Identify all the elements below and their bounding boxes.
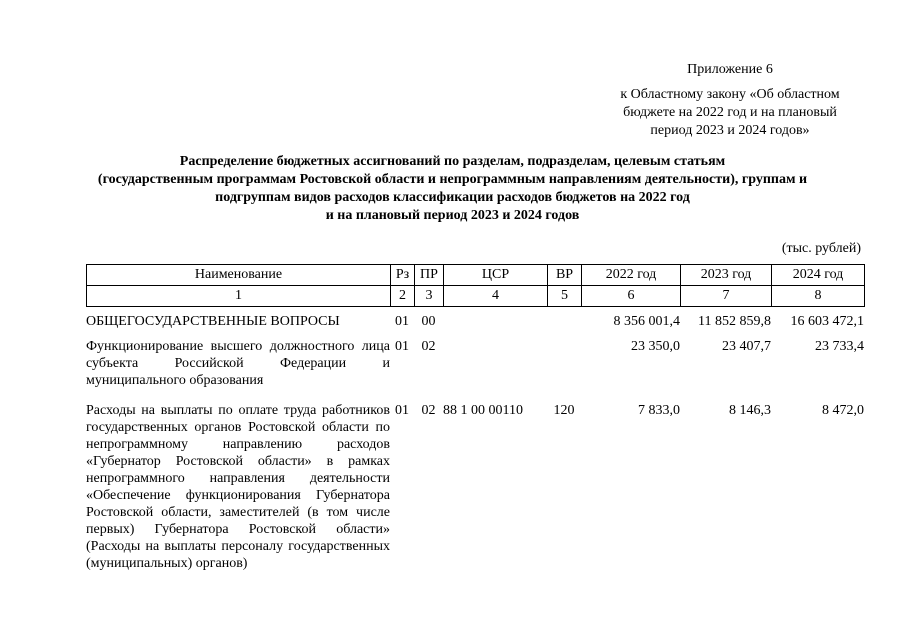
header-2023: 2023 год xyxy=(681,265,772,286)
header-2022: 2022 год xyxy=(582,265,681,286)
table-row xyxy=(86,330,864,389)
appendix-subtitle-line: бюджете на 2022 год и на плановый xyxy=(623,105,837,120)
budget-table xyxy=(86,312,864,572)
row-name: Функционирование высшего должностного лица субъекта Российской Федерации и муниципального образования xyxy=(86,339,390,388)
row-pr: 02 xyxy=(421,403,436,418)
row-pr: 00 xyxy=(421,314,436,329)
appendix-subtitle xyxy=(600,86,860,140)
row-2023: 11 852 859,8 xyxy=(698,314,771,329)
column-number: 3 xyxy=(415,286,444,307)
row-2023: 8 146,3 xyxy=(729,403,771,418)
header-row xyxy=(87,265,865,286)
table-header xyxy=(86,264,865,307)
header-2024: 2024 год xyxy=(772,265,865,286)
row-2022: 7 833,0 xyxy=(638,403,680,418)
row-rz: 01 xyxy=(395,339,409,354)
header-rz: Рз xyxy=(391,265,415,286)
column-number: 1 xyxy=(87,286,391,307)
table-row xyxy=(86,389,864,572)
heading-line: (государственным программам Ростовской области и непрограммным направлениям деятельности), группам и xyxy=(97,172,808,187)
row-vr: 120 xyxy=(553,403,575,418)
row-rz: 01 xyxy=(395,314,409,329)
column-number: 8 xyxy=(772,286,865,307)
row-csr: 88 1 00 00110 xyxy=(443,403,523,418)
row-csr xyxy=(443,312,547,330)
column-number: 7 xyxy=(681,286,772,307)
appendix-subtitle-line: к Областному закону «Об областном xyxy=(620,87,840,102)
column-number: 2 xyxy=(391,286,415,307)
row-2024: 23 733,4 xyxy=(815,339,864,354)
column-number-row xyxy=(87,286,865,307)
row-name: ОБЩЕГОСУДАРСТВЕННЫЕ ВОПРОСЫ xyxy=(86,314,340,329)
row-2023: 23 407,7 xyxy=(722,339,771,354)
row-name: Расходы на выплаты по оплате труда работников государственных органов Ростовской области по непрограммному направлению расходов «Губернатор Ростовской области» в рамках непрограммного направления деятельности «Обеспечение функционирования Губернатора Ростовской области, заместителей (в том числе первых) Губернатора Ростовской области» (Расходы на выплаты персоналу государственных (муниципальных) органов) xyxy=(86,403,390,571)
units-label: (тыс. рублей) xyxy=(781,241,861,256)
row-vr xyxy=(547,312,581,330)
column-number: 6 xyxy=(582,286,681,307)
heading-line: и на плановый период 2023 и 2024 годов xyxy=(325,208,580,223)
table-row xyxy=(86,312,864,330)
appendix-title: Приложение 6 xyxy=(687,62,773,77)
heading-line: подгруппам видов расходов классификации расходов бюджетов на 2022 год xyxy=(215,190,690,205)
appendix-subtitle-line: период 2023 и 2024 годов» xyxy=(650,123,810,138)
row-rz: 01 xyxy=(395,403,409,418)
header-pr: ПР xyxy=(415,265,444,286)
header-csr: ЦСР xyxy=(444,265,548,286)
column-number: 5 xyxy=(548,286,582,307)
row-2022: 23 350,0 xyxy=(631,339,680,354)
row-2024: 16 603 472,1 xyxy=(790,314,864,329)
header-name: Наименование xyxy=(87,265,391,286)
column-number: 4 xyxy=(444,286,548,307)
row-2024: 8 472,0 xyxy=(822,403,864,418)
row-pr: 02 xyxy=(421,339,436,354)
heading-line: Распределение бюджетных ассигнований по разделам, подразделам, целевым статьям xyxy=(179,154,726,169)
row-2022: 8 356 001,4 xyxy=(613,314,680,329)
row-csr xyxy=(443,330,547,389)
document-heading xyxy=(40,153,865,225)
header-vr: ВР xyxy=(548,265,582,286)
row-vr xyxy=(547,330,581,389)
